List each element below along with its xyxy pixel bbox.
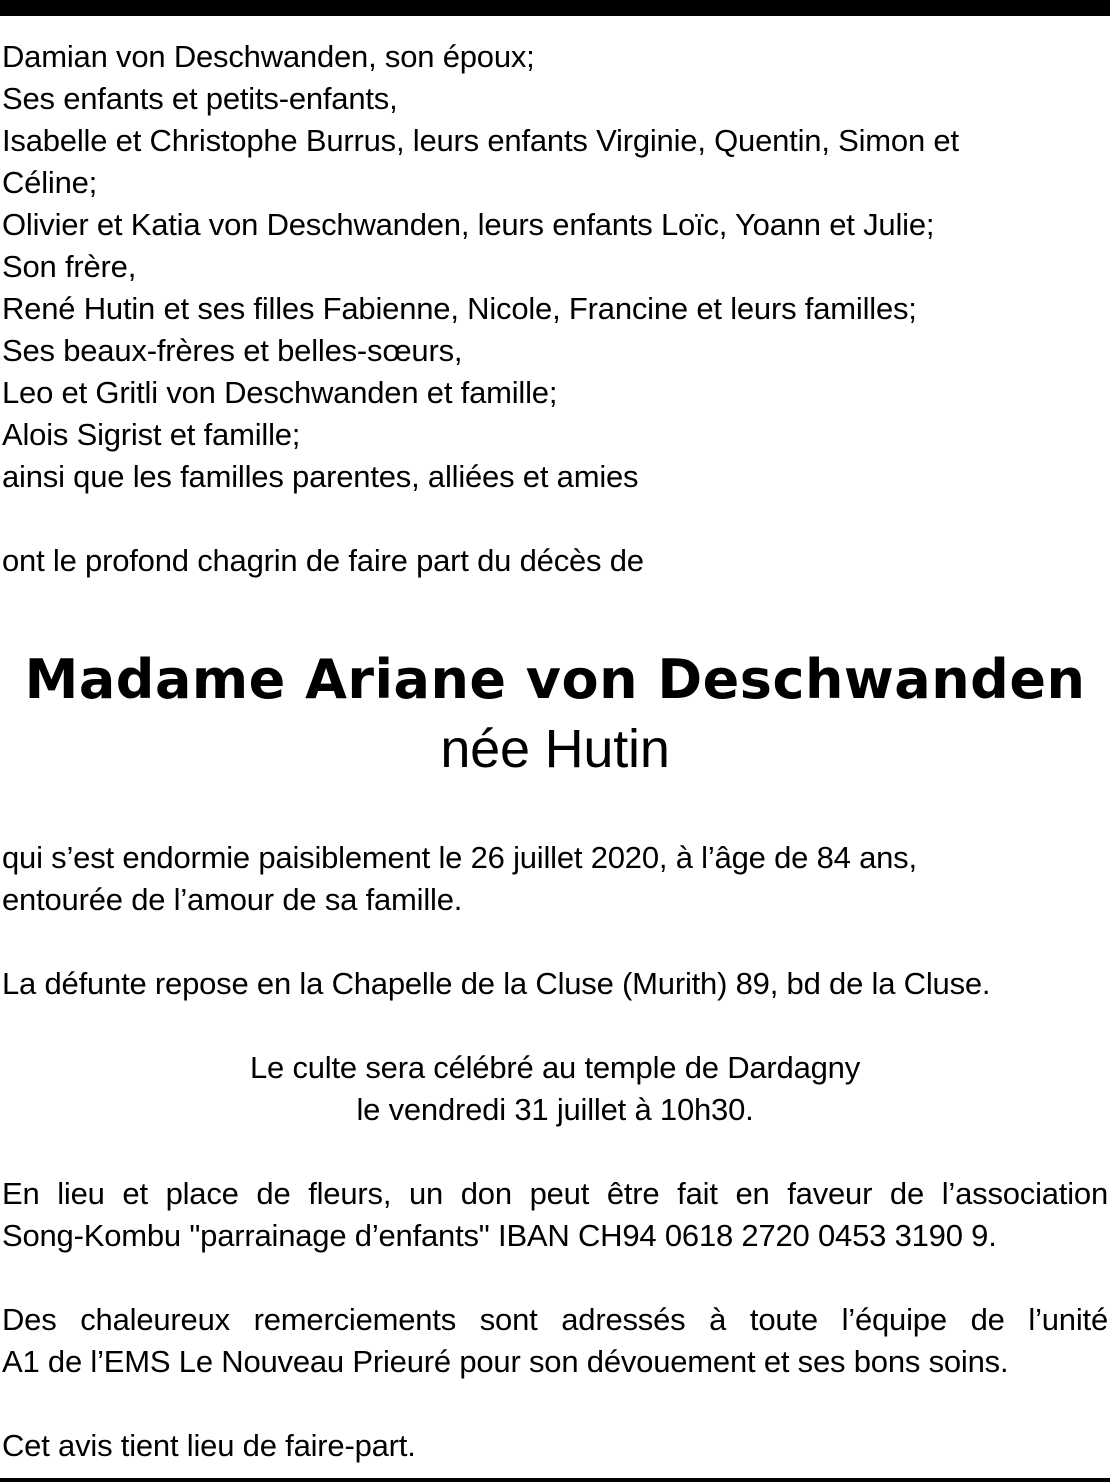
thanks-line-1: Des chaleureux remerciements sont adressés à toute l’équipe de l’unité bbox=[2, 1302, 1108, 1337]
family-line-in-laws-heading: Ses beaux-frères et belles-sœurs, bbox=[2, 333, 463, 368]
death-statement-line-1: qui s’est endormie paisiblement le 26 juillet 2020, à l’âge de 84 ans, bbox=[2, 840, 917, 875]
donation-line-2: Song-Kombu "parrainage d’enfants" IBAN CH94 0618 2720 0453 3190 9. bbox=[2, 1218, 997, 1253]
spacer bbox=[2, 1257, 1108, 1299]
spacer bbox=[2, 1131, 1108, 1173]
closing-text: Cet avis tient lieu de faire-part. bbox=[2, 1428, 416, 1463]
spacer bbox=[2, 498, 1108, 540]
family-line-brother-heading: Son frère, bbox=[2, 249, 137, 284]
top-border-rule bbox=[0, 0, 1110, 16]
family-line-alois-sigrist: Alois Sigrist et famille; bbox=[2, 417, 301, 452]
family-line-children-heading: Ses enfants et petits-enfants, bbox=[2, 81, 398, 116]
family-list bbox=[2, 36, 1108, 498]
family-line-isabelle-christophe: Isabelle et Christophe Burrus, leurs enfants Virginie, Quentin, Simon et bbox=[2, 123, 959, 158]
family-line-leo-gritli: Leo et Gritli von Deschwanden et famille; bbox=[2, 375, 558, 410]
spacer bbox=[2, 1005, 1108, 1047]
service-date-time: le vendredi 31 juillet à 10h30. bbox=[356, 1092, 754, 1127]
donation-line-1: En lieu et place de fleurs, un don peut être fait en faveur de l’association bbox=[2, 1176, 1108, 1211]
thanks-message bbox=[2, 1299, 1108, 1383]
donation-notice bbox=[2, 1173, 1108, 1257]
deceased-name: Madame Ariane von Deschwanden bbox=[24, 648, 1086, 711]
thanks-line-2: A1 de l’EMS Le Nouveau Prieuré pour son dévouement et ses bons soins. bbox=[2, 1344, 1009, 1379]
service-details bbox=[2, 1047, 1108, 1131]
family-line-olivier-katia: Olivier et Katia von Deschwanden, leurs enfants Loïc, Yoann et Julie; bbox=[2, 207, 935, 242]
death-statement-line-2: entourée de l’amour de sa famille. bbox=[2, 882, 463, 917]
obituary-notice bbox=[2, 36, 1108, 1467]
spacer bbox=[2, 1383, 1108, 1425]
service-location: Le culte sera célébré au temple de Dardagny bbox=[249, 1050, 861, 1085]
deceased-name-block bbox=[2, 646, 1108, 784]
resting-place-text: La défunte repose en la Chapelle de la Cluse (Murith) 89, bd de la Cluse. bbox=[2, 966, 991, 1001]
spacer bbox=[2, 921, 1108, 963]
death-statement bbox=[2, 837, 1108, 921]
birth-name: née Hutin bbox=[440, 719, 670, 779]
spacer bbox=[2, 784, 1108, 837]
announcement-text: ont le profond chagrin de faire part du décès de bbox=[2, 543, 644, 578]
family-line-rene-hutin: René Hutin et ses filles Fabienne, Nicole, Francine et leurs familles; bbox=[2, 291, 917, 326]
family-line-celine: Céline; bbox=[2, 165, 98, 200]
bottom-border-rule bbox=[0, 1478, 1110, 1482]
family-line-relatives: ainsi que les familles parentes, alliées et amies bbox=[2, 459, 639, 494]
family-line-spouse: Damian von Deschwanden, son époux; bbox=[2, 39, 535, 74]
